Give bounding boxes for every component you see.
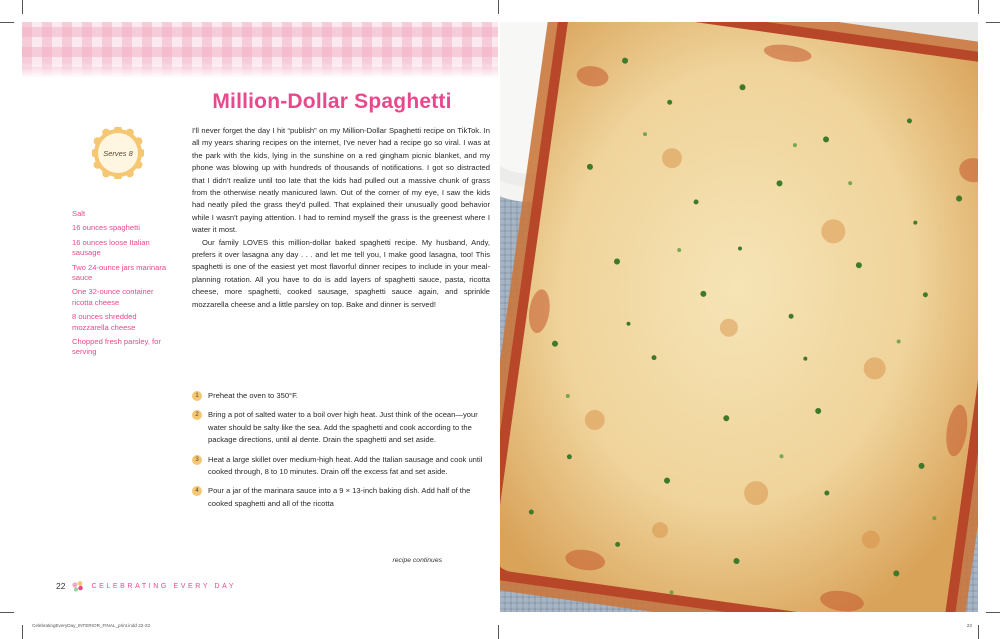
- headnote-paragraph: I'll never forget the day I hit “publish” on my Million-Dollar Spaghetti recipe on TikTok. In all my years sharing recipes on the internet, I've never had a recipe go so viral. I was at the park with the kids, lying in the sunshine on a red gingham picnic blanket, and my phone was blowing up with hundreds of thousands of notifications. I got so distracted that I didn't realize until too late that the kids had pulled out a massive chunk of grass from the otherwise neatly manicured lawn. Out of the corner of my eye, I saw the kids had neatly piled the grass they'd pulled. That explained their unusually good behavior while I wasn't paying attention. I had to remind myself the grass is the greenest where I water it most.: [192, 126, 490, 235]
- step-text: Preheat the oven to 350°F.: [208, 391, 299, 400]
- ingredient-item: 8 ounces shredded mozzarella cheese: [72, 312, 137, 332]
- crop-mark: [0, 22, 14, 23]
- crop-mark: [986, 612, 1000, 613]
- print-slug-right: 23: [966, 623, 972, 628]
- step-text: Heat a large skillet over medium-high heat. Add the Italian sausage and cook until cooked through, 8 to 10 minutes. Drain off the excess fat and set aside.: [208, 454, 483, 477]
- ingredient-item: One 32-ounce container ricotta cheese: [72, 287, 154, 307]
- step-number-badge: 2: [192, 410, 202, 420]
- print-slug-left: CelebratingEveryDay_INTERIOR_FINAL_print.indd 22-23: [32, 623, 150, 628]
- crop-mark: [498, 625, 499, 639]
- page-number: 22: [56, 581, 66, 591]
- serves-label: Serves 8: [103, 148, 133, 158]
- serves-badge: [92, 127, 144, 179]
- headnote-paragraph: Our family LOVES this million-dollar baked spaghetti recipe. My husband, Andy, prefers it over lasagna any day . . . and let me tell you, I make good lasagna, too! This spaghetti is one of the easiest yet most flavorful dinner recipes to include in your meal-planning rotation. All you have to do is add layers of spaghetti sauce, pasta, ricotta cheese, more spaghetti, cooked sausage, spaghetti sauce again, and sprinkle mozzarella cheese and a little parsley on top. Bake and dinner is served!: [192, 237, 490, 309]
- crop-mark: [0, 612, 14, 613]
- method-step: [192, 390, 490, 402]
- ingredient-item: 16 ounces spaghetti: [72, 223, 140, 233]
- flower-icon: [71, 579, 85, 593]
- recipe-headnote: [192, 125, 490, 311]
- crop-mark: [978, 0, 979, 14]
- crop-mark: [22, 625, 23, 639]
- method-step: [192, 485, 490, 510]
- ingredient-list: [72, 209, 172, 362]
- ingredient-item: 16 ounces loose Italian sausage: [72, 237, 150, 258]
- method-step: [192, 454, 490, 479]
- melted-cheese: [500, 22, 978, 612]
- recipe-title: Million-Dollar Spaghetti: [212, 90, 452, 113]
- crop-mark: [986, 22, 1000, 23]
- left-page: [22, 22, 498, 612]
- method-step: [192, 409, 490, 446]
- running-head: CELEBRATING EVERY DAY: [91, 582, 237, 590]
- crop-mark: [498, 0, 499, 14]
- crop-mark: [22, 0, 23, 14]
- ingredient-item: Two 24-ounce jars marinara sauce: [72, 262, 167, 283]
- step-number-badge: 3: [192, 455, 202, 465]
- right-page: [500, 22, 978, 612]
- spaghetti-photo: [500, 22, 978, 612]
- step-text: Bring a pot of salted water to a boil over high heat. Just think of the ocean—your water should be salty like the sea. Add the spaghetti and cook according to the package directions, until al dente. Drain the spaghetti and set aside.: [208, 410, 478, 445]
- baking-dish: [500, 22, 978, 612]
- crop-mark: [978, 625, 979, 639]
- ingredient-item: Salt: [72, 209, 86, 218]
- recipe-continues-note: recipe continues: [392, 557, 442, 564]
- step-number-badge: 4: [192, 486, 202, 496]
- step-text: Pour a jar of the marinara sauce into a 9 × 13-inch baking dish. Add half of the cooked spaghetti and all of the ricotta: [208, 486, 471, 508]
- method-steps: [192, 390, 490, 517]
- step-number-badge: 1: [192, 391, 202, 401]
- page-footer: [56, 579, 236, 593]
- ingredient-item: Chopped fresh parsley, for serving: [72, 337, 161, 357]
